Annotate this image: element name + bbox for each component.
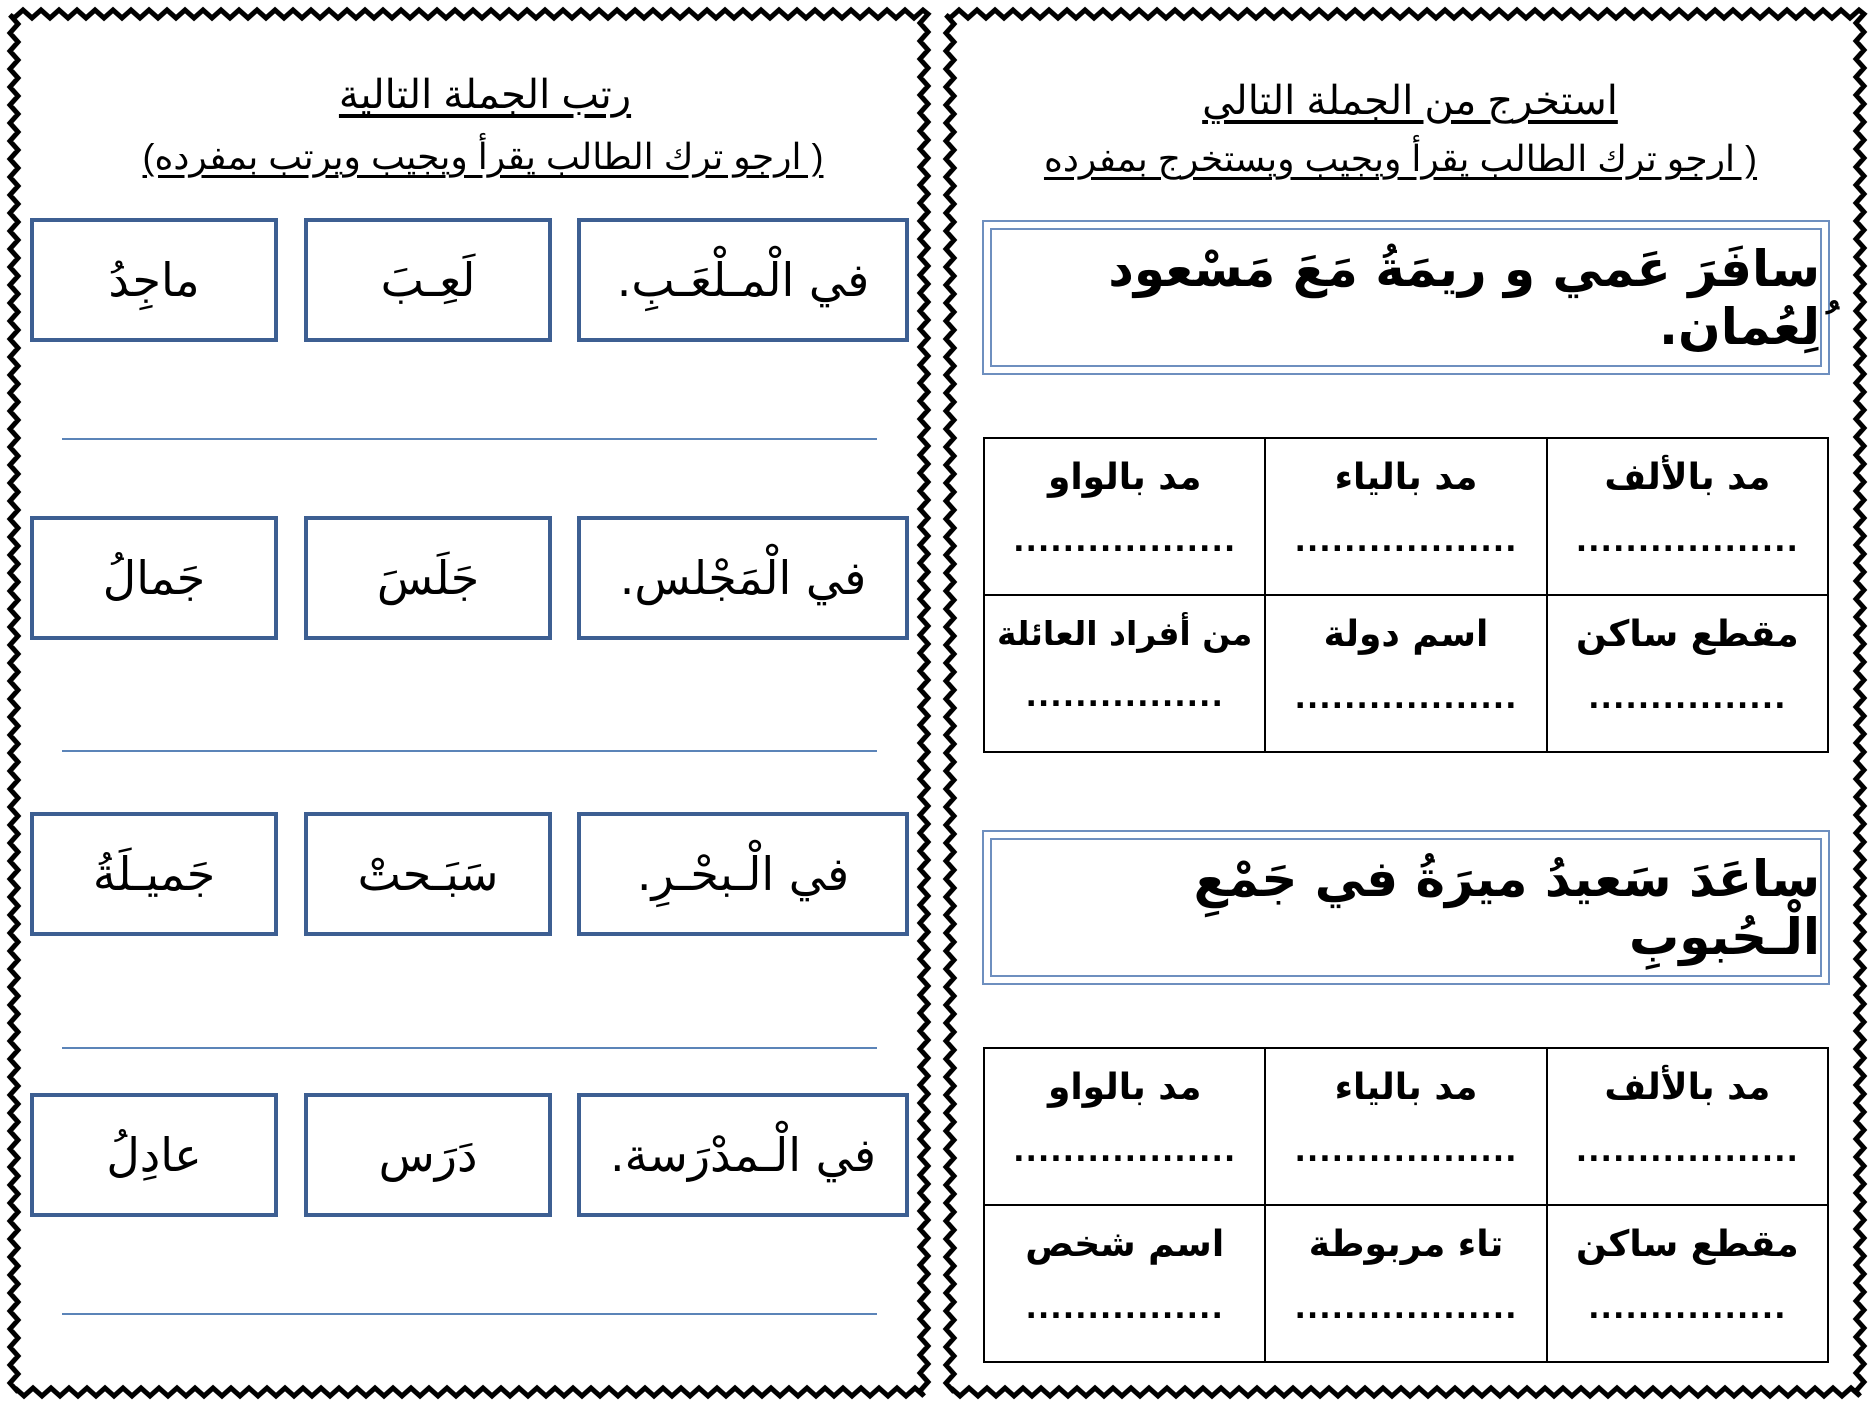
right-panel-instructions: ( ارجو ترك الطالب يقرأ ويجيب ويستخرج بمفرده xyxy=(1043,138,1758,179)
cell-label: مقطع ساكن xyxy=(1576,614,1799,655)
cell-label: تاء مربوطة xyxy=(1308,1224,1504,1265)
table-cell[interactable] xyxy=(1265,438,1546,595)
word-card: جَلَسَ xyxy=(304,516,552,640)
table-cell[interactable] xyxy=(984,1048,1265,1205)
answer-blank[interactable]: .................. xyxy=(1575,524,1799,559)
cell-label: مد بالياء xyxy=(1334,457,1478,498)
answer-blank[interactable]: .................. xyxy=(1575,1134,1799,1169)
table-cell[interactable] xyxy=(1265,595,1546,752)
table-cell[interactable] xyxy=(1265,1048,1546,1205)
cell-label: اسم شخص xyxy=(1025,1224,1225,1265)
cell-label: من أفراد العائلة xyxy=(996,614,1253,653)
left-panel-title: رتب الجملة التالية xyxy=(338,73,632,117)
word-card: لَعِـبَ xyxy=(304,218,552,342)
cell-label: مد بالياء xyxy=(1334,1067,1478,1108)
answer-blank[interactable]: .................. xyxy=(1013,1134,1237,1169)
cell-label: مد بالألف xyxy=(1604,457,1771,498)
word-card: في الْمـلْعَـبِ. xyxy=(577,218,909,342)
sentence-text: سافَرَ عَمي و ريمَةُ مَعَ مَسْعود ُلِعُمان. xyxy=(990,228,1822,367)
answer-blank[interactable]: .................. xyxy=(1294,1291,1518,1326)
answer-blank[interactable]: ................ xyxy=(1025,1291,1224,1326)
sentence-text: ساعَدَ سَعيدُ ميرَةُ في جَمْعِ الْـحُبوبِ xyxy=(990,838,1822,977)
cell-label: مقطع ساكن xyxy=(1576,1224,1799,1265)
word-card: في الْـمدْرَسة. xyxy=(577,1093,909,1217)
table-cell[interactable] xyxy=(1547,595,1828,752)
answer-blank[interactable]: .................. xyxy=(1294,681,1518,716)
cell-label: مد بالألف xyxy=(1604,1067,1771,1108)
answer-blank[interactable]: ................ xyxy=(1588,681,1787,716)
table-cell[interactable] xyxy=(984,1205,1265,1362)
table-cell[interactable] xyxy=(1547,1048,1828,1205)
word-card: في الْمَجْلس. xyxy=(577,516,909,640)
table-cell[interactable] xyxy=(1547,1205,1828,1362)
table-cell[interactable] xyxy=(984,595,1265,752)
right-panel-title: استخرج من الجملة التالي xyxy=(1202,79,1618,123)
answer-blank[interactable]: ................ xyxy=(1588,1291,1787,1326)
answer-line[interactable] xyxy=(62,1313,877,1315)
extraction-table xyxy=(983,437,1829,753)
table-cell[interactable] xyxy=(1265,1205,1546,1362)
answer-blank[interactable]: .................. xyxy=(1294,1134,1518,1169)
word-card: في الْـبحْـرِ. xyxy=(577,812,909,936)
sentence-box xyxy=(982,830,1830,985)
sentence-box xyxy=(982,220,1830,375)
word-card: سَبَـحتْ xyxy=(304,812,552,936)
left-panel-instructions: ( ارجو ترك الطالب يقرأ ويجيب ويرتب بمفرده) xyxy=(142,136,824,177)
word-card: عادِلُ xyxy=(30,1093,278,1217)
table-cell[interactable] xyxy=(984,438,1265,595)
word-card: دَرَس xyxy=(304,1093,552,1217)
table-cell[interactable] xyxy=(1547,438,1828,595)
word-card: جَميـلَةُ xyxy=(30,812,278,936)
answer-blank[interactable]: .................. xyxy=(1013,524,1237,559)
extraction-table xyxy=(983,1047,1829,1363)
cell-label: مد بالواو xyxy=(1047,1067,1202,1108)
answer-line[interactable] xyxy=(62,750,877,752)
word-card: جَمالُ xyxy=(30,516,278,640)
answer-blank[interactable]: .................. xyxy=(1294,524,1518,559)
cell-label: اسم دولة xyxy=(1323,614,1489,655)
answer-blank[interactable]: ................ xyxy=(1025,679,1224,714)
cell-label: مد بالواو xyxy=(1047,457,1202,498)
answer-line[interactable] xyxy=(62,1047,877,1049)
word-card: ماجِدُ xyxy=(30,218,278,342)
answer-line[interactable] xyxy=(62,438,877,440)
